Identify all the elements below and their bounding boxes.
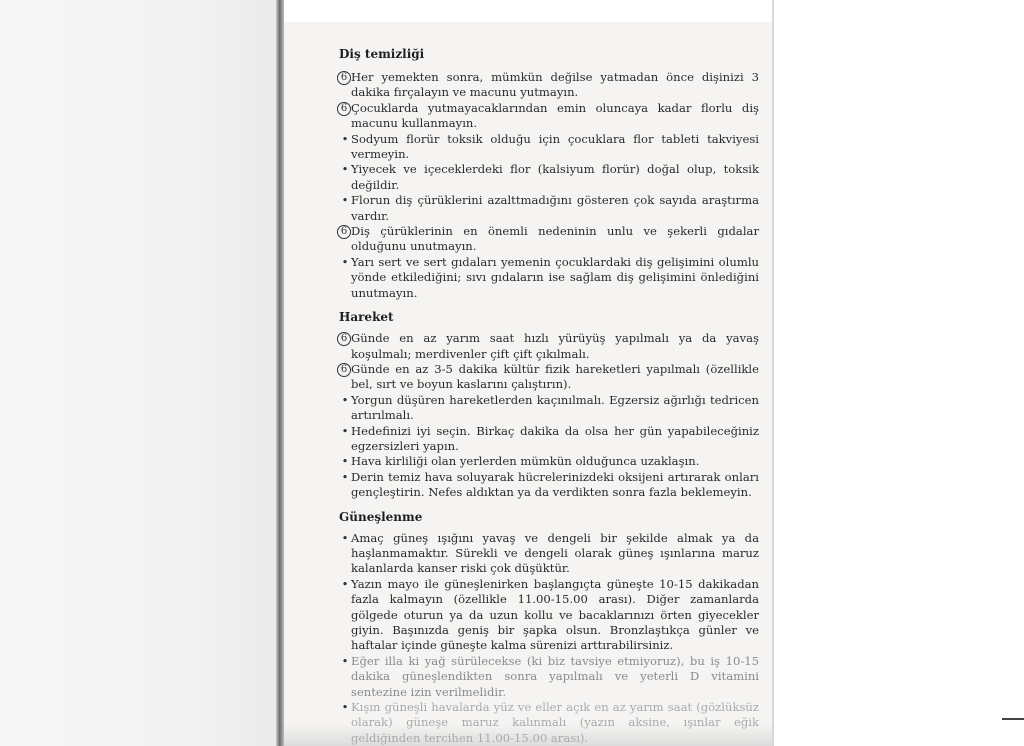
book-spine-fold bbox=[276, 0, 284, 746]
list-item-text: Florun diş çürüklerini azalttmadığını gösteren çok sayıda araştırma vardır. bbox=[351, 193, 759, 223]
list-item bbox=[339, 470, 759, 501]
handwritten-circle-mark: 6 bbox=[337, 332, 351, 346]
bullet-icon: • bbox=[341, 254, 349, 269]
section-gunesleme bbox=[339, 509, 759, 746]
list-item bbox=[339, 654, 759, 700]
list-item bbox=[339, 331, 759, 362]
bullet-icon: • bbox=[341, 469, 349, 484]
list-item-text: Derin temiz hava soluyarak hücrelerinizdeki oksijeni artırarak onları gençleştirin. Nefes aldıktan ya da verdikten sonra fazla beklemeyin. bbox=[351, 469, 759, 500]
page-text bbox=[339, 46, 759, 746]
bullet-list bbox=[339, 331, 759, 500]
section-heading: Hareket bbox=[339, 310, 394, 325]
list-item bbox=[339, 193, 759, 224]
list-item-text: Yiyecek ve içeceklerdeki flor (kalsiyum florür) doğal olup, toksik değildir. bbox=[351, 162, 759, 192]
handwritten-circle-mark: 6 bbox=[337, 363, 351, 377]
section-dis-temizligi bbox=[339, 46, 759, 301]
bullet-icon: • bbox=[341, 653, 349, 668]
section-heading: Diş temizliği bbox=[339, 47, 425, 61]
section-heading: Güneşlenme bbox=[339, 509, 423, 524]
list-item bbox=[339, 577, 759, 654]
list-item-text: Eğer illa ki yağ sürülecekse (ki biz tavsiye etmiyoruz), bu iş 10-15 dakika güneşlendikten sonra yapılmalı ve yeterli D vitamini sentezine izin verilmelidir. bbox=[351, 653, 759, 699]
list-item bbox=[339, 362, 759, 393]
list-item-text: Hava kirliliği olan yerlerden mümkün olduğunca uzaklaşın. bbox=[351, 454, 700, 469]
bullet-icon: • bbox=[341, 162, 349, 177]
list-item-text: Günde en az yarım saat hızlı yürüyüş yapılmalı ya da yavaş koşulmalı; merdivenler çift çift çıkılmalı. bbox=[351, 331, 759, 361]
bullet-icon: • bbox=[341, 193, 349, 208]
handwritten-circle-mark: 6 bbox=[337, 102, 351, 116]
bullet-list bbox=[339, 531, 759, 746]
list-item bbox=[339, 393, 759, 424]
list-item-text: Hedefinizi iyi seçin. Birkaç dakika da olsa her gün yapabileceğiniz egzersizleri yapın. bbox=[351, 423, 759, 453]
list-item-text: Yorgun düşüren hareketlerden kaçınılmalı. Egzersiz ağırlığı tedricen artırılmalı. bbox=[351, 392, 759, 423]
list-item-text: Günde en az 3-5 dakika kültür fizik hareketleri yapılmalı (özellikle bel, sırt ve boyun kaslarını çalıştırın). bbox=[351, 361, 759, 392]
list-item bbox=[339, 531, 759, 577]
list-item bbox=[339, 101, 759, 132]
handwritten-circle-mark: 6 bbox=[337, 71, 351, 85]
list-item bbox=[339, 70, 759, 101]
bullet-icon: • bbox=[341, 700, 349, 715]
list-item-text: Sodyum florür toksik olduğu için çocuklara flor tableti takviyesi vermeyin. bbox=[351, 131, 759, 162]
bullet-icon: • bbox=[341, 454, 349, 469]
bullet-icon: • bbox=[341, 423, 349, 438]
list-item-text: Yazın mayo ile güneşlenirken başlangıçta güneşte 10-15 dakikadan fazla kalmayın (özellikle 11.00-15.00 arası). Diğer zamanlarda gölgede oturun ya da uzun kollu ve bacaklarınızı örten giyecekler giyin. Başınızda geniş bir şapka olsun. Bronzlaştıkça günler ve haftalar içinde güneşte kalma sürenizi arttırabilirsiniz. bbox=[351, 576, 759, 653]
list-item-text: Diş çürüklerinin en önemli nedeninin unlu ve şekerli gıdalar olduğunu unutmayın. bbox=[351, 224, 759, 254]
scanner-corner-mark bbox=[1002, 718, 1024, 720]
list-item-text: Yarı sert ve sert gıdaları yemenin çocuklardaki diş gelişimini olumlu yönde etkilediğini; sıvı gıdaların ise sağlam diş gelişimini önlediğini unutmayın. bbox=[351, 254, 759, 300]
list-item-text: Kışın güneşli havalarda yüz ve eller açık en az yarım saat (gözlüksüz olarak) güneşe maruz kalınmalı (yazın aksine, ışınlar eğik geldiğinden tercihen 11.00-15.00 arası). bbox=[351, 700, 759, 745]
list-item-text: Amaç güneş ışığını yavaş ve dengeli bir şekilde almak ya da haşlanmamaktır. Sürekli ve dengeli olarak güneş ışınlarına maruz kalanlarda kanser riski çok düşüktür. bbox=[351, 530, 759, 576]
list-item-text: Çocuklarda yutmayacaklarından emin oluncaya kadar florlu diş macunu kullanmayın. bbox=[351, 100, 759, 131]
bullet-list bbox=[339, 70, 759, 301]
list-item bbox=[339, 224, 759, 255]
list-item bbox=[339, 132, 759, 163]
list-item bbox=[339, 255, 759, 301]
page-edge bbox=[772, 0, 774, 746]
scan-background-left bbox=[0, 0, 279, 746]
bullet-icon: • bbox=[341, 530, 349, 545]
list-item bbox=[339, 454, 759, 469]
handwritten-circle-mark: 6 bbox=[337, 225, 351, 239]
bullet-icon: • bbox=[341, 392, 349, 407]
list-item-text: Her yemekten sonra, mümkün değilse yatmadan önce dişinizi 3 dakika fırçalayın ve macunu yutmayın. bbox=[351, 70, 759, 100]
bullet-icon: • bbox=[341, 576, 349, 591]
list-item bbox=[339, 162, 759, 193]
list-item bbox=[339, 700, 759, 746]
section-hareket bbox=[339, 309, 759, 500]
list-item bbox=[339, 424, 759, 455]
bullet-icon: • bbox=[341, 131, 349, 146]
